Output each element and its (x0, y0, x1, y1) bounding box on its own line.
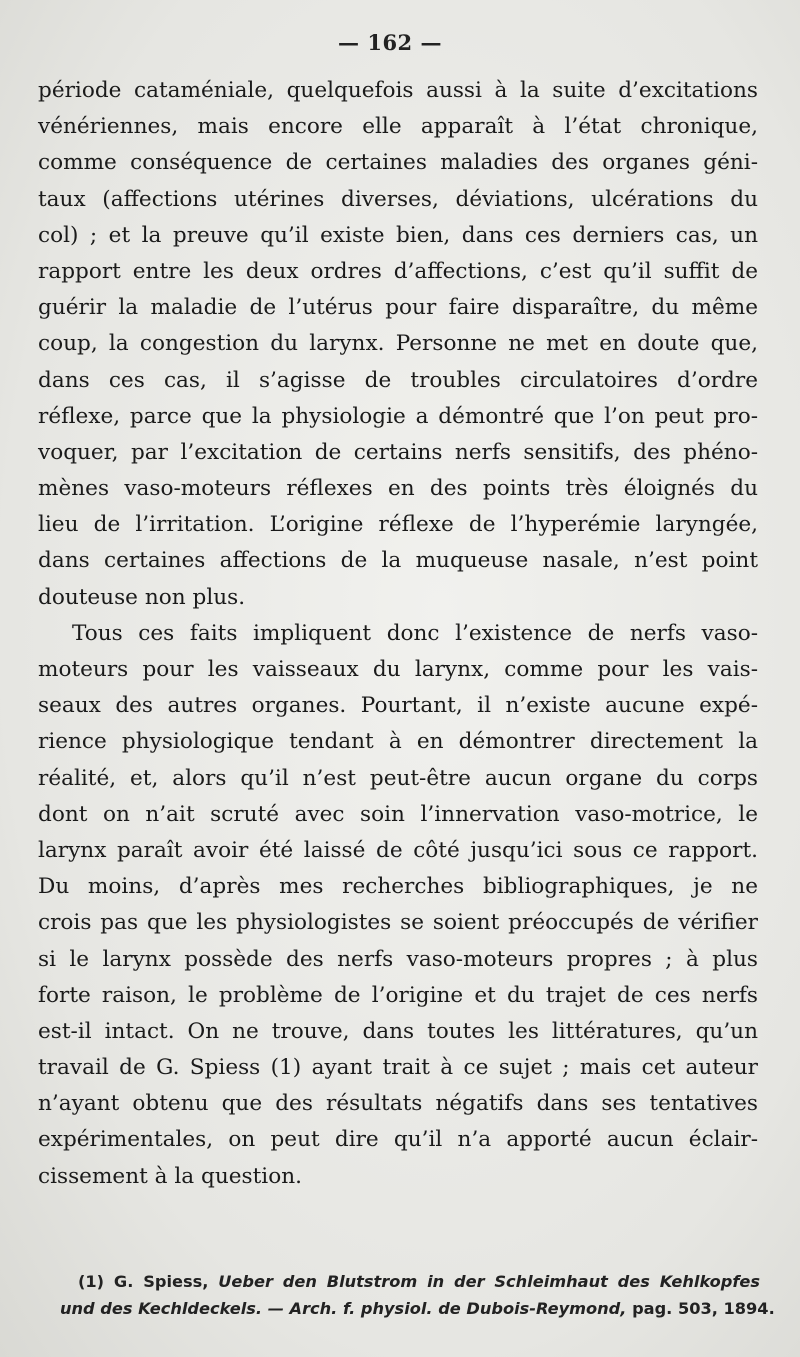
text-line: rience physiologique tendant à en démontrer directement la (38, 729, 758, 755)
paragraph-2 (38, 616, 758, 1195)
text-line: réflexe, parce que la physiologie a démontré que l’on peut pro- (38, 403, 758, 429)
text-line: si le larynx possède des nerfs vaso-moteurs propres ; à plus (38, 946, 758, 972)
text-line: seaux des autres organes. Pourtant, il n’existe aucune expé- (38, 693, 758, 719)
text-line: lieu de l’irritation. L’origine réflexe de l’hyperémie laryngée, (38, 512, 758, 538)
footnote (60, 1268, 775, 1322)
text-line: dont on n’ait scruté avec soin l’innervation vaso-motrice, le (38, 801, 758, 827)
text-line: est-il intact. On ne trouve, dans toutes les littératures, qu’un (38, 1018, 758, 1044)
footnote-pages: pag. 503, 1894. (632, 1299, 775, 1318)
text-line: vénériennes, mais encore elle apparaît à l’état chronique, (38, 114, 758, 140)
footnote-line-2 (60, 1295, 775, 1322)
footnote-title: Ueber den Blutstrom in der Schleimhaut des Kehlkopfes (218, 1272, 760, 1291)
text-line: rapport entre les deux ordres d’affections, c’est qu’il suffit de (38, 258, 758, 284)
text-line: douteuse non plus. (38, 584, 246, 610)
text-line: période cataméniale, quelquefois aussi à la suite d’excitations (38, 78, 758, 103)
text-line: forte raison, le problème de l’origine et du trajet de ces nerfs (38, 982, 758, 1008)
text-line: comme conséquence de certaines maladies des organes géni- (38, 150, 758, 176)
text-line: n’ayant obtenu que des résultats négatifs dans ses tentatives (38, 1091, 758, 1117)
text-line: crois pas que les physiologistes se soient préoccupés de vérifier (38, 910, 758, 936)
footnote-author: G. Spiess, (113, 1272, 209, 1291)
footnote-line-1 (60, 1268, 760, 1295)
text-line: expérimentales, on peut dire qu’il n’a apporté aucun éclair- (38, 1127, 758, 1153)
text-line: guérir la maladie de l’utérus pour faire disparaître, du même (38, 295, 758, 321)
text-line: moteurs pour les vaisseaux du larynx, comme pour les vais- (38, 657, 758, 682)
text-line: Du moins, d’après mes recherches bibliographiques, je ne (38, 874, 758, 900)
page-number: — 162 — (338, 30, 442, 55)
footnote-marker: (1) (78, 1272, 105, 1291)
text-line: coup, la congestion du larynx. Personne ne met en doute que, (38, 331, 758, 357)
text-line: travail de G. Spiess (1) ayant trait à ce sujet ; mais cet auteur (38, 1055, 758, 1081)
text-line: col) ; et la preuve qu’il existe bien, dans ces derniers cas, un (38, 222, 758, 248)
text-line: dans certaines affections de la muqueuse nasale, n’est point (38, 548, 758, 574)
footnote-source: — Arch. f. physiol. de Dubois-Reymond, (267, 1299, 627, 1318)
text-line: mènes vaso-moteurs réflexes en des points très éloignés du (38, 476, 758, 502)
text-line: cissement à la question. (38, 1163, 302, 1189)
body-text (38, 73, 758, 1195)
paragraph-1 (38, 73, 758, 616)
text-line: voquer, par l’excitation de certains nerfs sensitifs, des phéno- (38, 439, 758, 465)
text-line: réalité, et, alors qu’il n’est peut-être aucun organe du corps (38, 765, 758, 791)
text-line: Tous ces faits impliquent donc l’existence de nerfs vaso- (72, 620, 758, 646)
text-line: larynx paraît avoir été laissé de côté jusqu’ici sous ce rapport. (38, 837, 758, 863)
text-line: taux (affections utérines diverses, déviations, ulcérations du (38, 186, 758, 212)
footnote-title-cont: und des Kechldeckels. (60, 1299, 263, 1318)
text-line: dans ces cas, il s’agisse de troubles circulatoires d’ordre (38, 367, 758, 393)
